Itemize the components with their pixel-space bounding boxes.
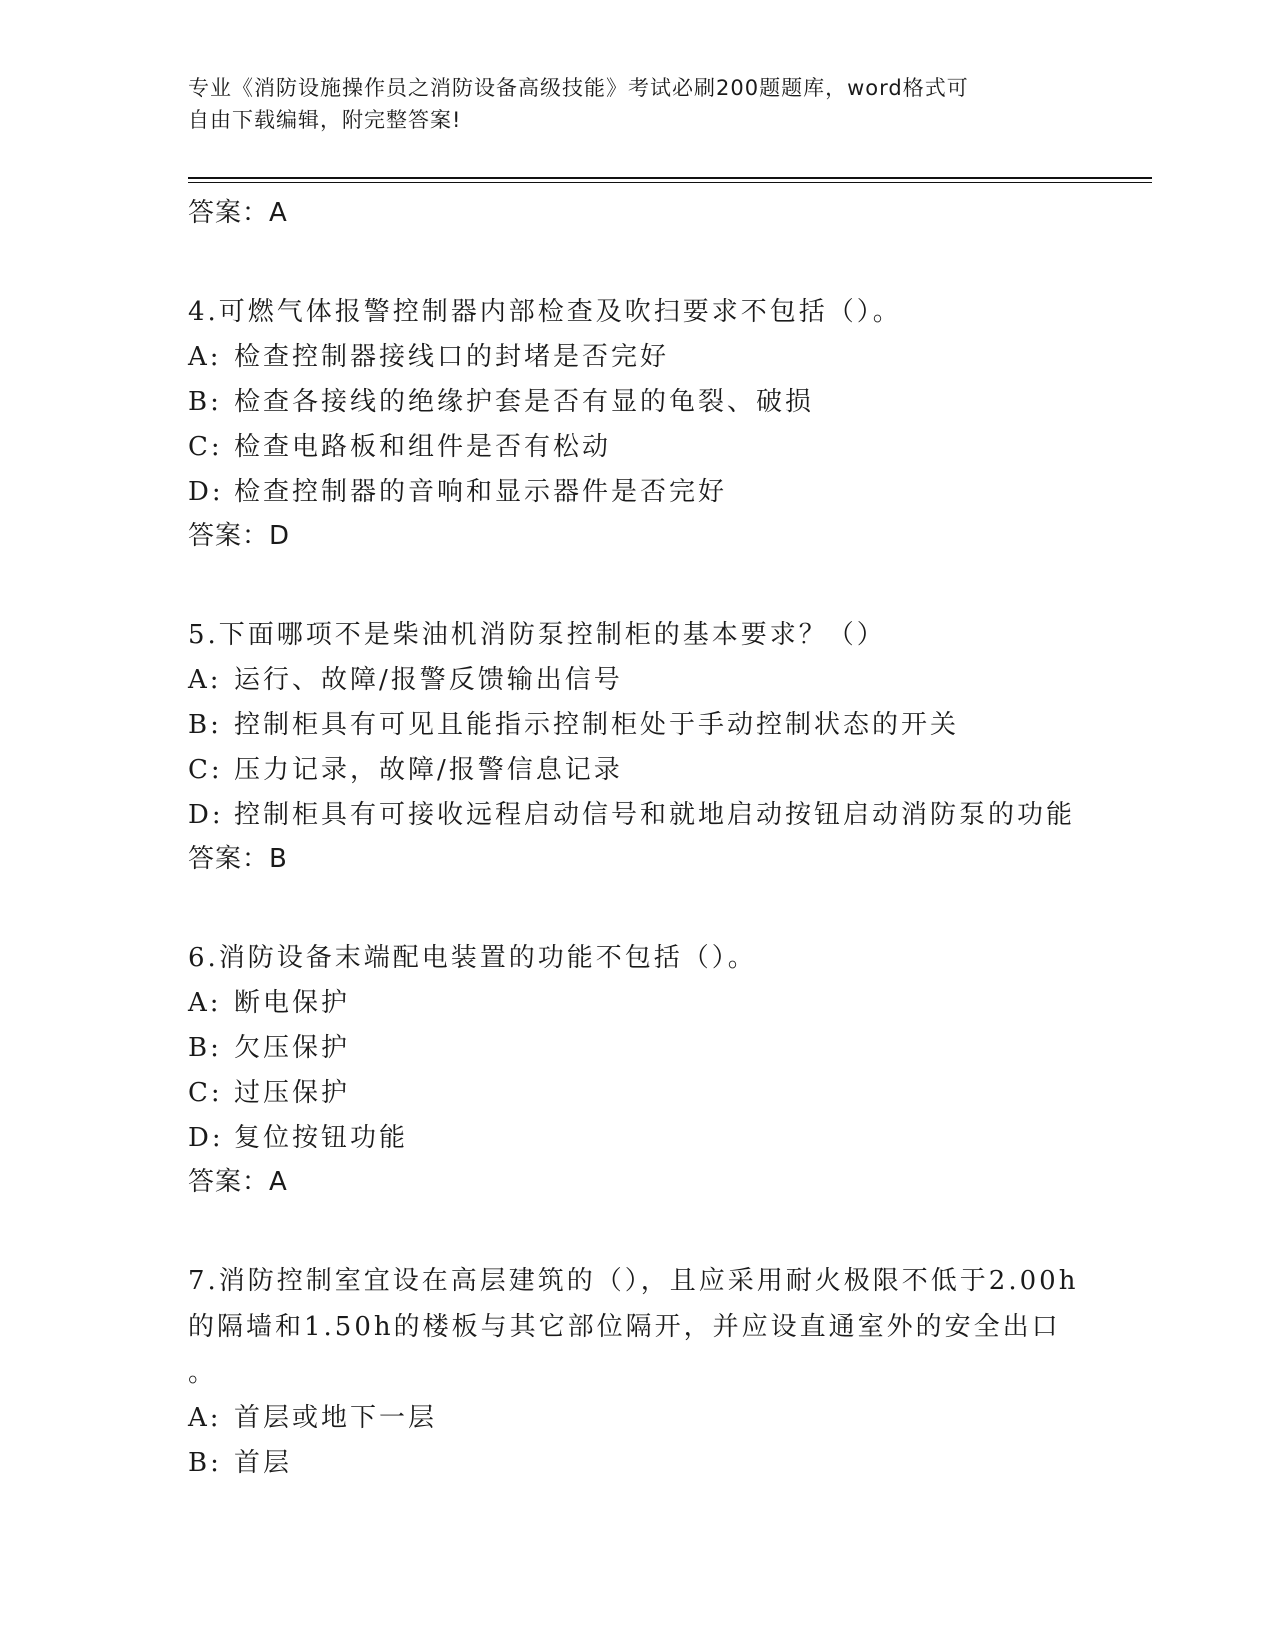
option-c: [188, 1071, 1138, 1116]
header-line-2: 自由下载编辑，附完整答案!: [188, 108, 462, 132]
option-key: C:: [188, 1078, 223, 1108]
option-key: B:: [188, 710, 222, 740]
answer-label: 答案：: [188, 198, 270, 228]
header-divider-thick: [188, 177, 1152, 179]
question-list: [188, 190, 1138, 1486]
option-c: [188, 425, 1138, 470]
answer-value: A: [269, 1167, 288, 1197]
question-stem-end: 。: [188, 1358, 218, 1388]
document-header: [188, 72, 1088, 136]
option-text: 检查控制器接线口的封堵是否完好: [234, 342, 670, 372]
option-d: [188, 793, 1138, 838]
option-text: 断电保护: [234, 988, 351, 1018]
option-key: A:: [188, 988, 222, 1018]
question-4: [188, 289, 1138, 557]
option-text: 复位按钮功能: [234, 1123, 409, 1153]
option-key: D:: [188, 800, 224, 830]
option-c: [188, 748, 1138, 793]
option-key: C:: [188, 755, 223, 785]
answer-line: [188, 838, 1138, 880]
option-key: B:: [188, 387, 222, 417]
option-key: D:: [188, 1123, 224, 1153]
option-b: [188, 380, 1138, 425]
question-stem: 6.消防设备末端配电装置的功能不包括（）。: [188, 943, 757, 973]
option-a: [188, 981, 1138, 1026]
option-text: 首层或地下一层: [234, 1403, 438, 1433]
question-stem: 4.可燃气体报警控制器内部检查及吹扫要求不包括（）。: [188, 297, 902, 327]
option-key: B:: [188, 1033, 222, 1063]
header-divider-thin: [188, 182, 1152, 183]
option-key: A:: [188, 665, 222, 695]
option-d: [188, 470, 1138, 515]
question-stem-continued: 的隔墙和1.50h的楼板与其它部位隔开，并应设直通室外的安全出口: [188, 1312, 1061, 1342]
option-text: 控制柜具有可见且能指示控制柜处于手动控制状态的开关: [234, 710, 960, 740]
answer-value: D: [269, 521, 291, 551]
option-b: [188, 1441, 1138, 1486]
option-text: 检查各接线的绝缘护套是否有显的龟裂、破损: [234, 387, 815, 417]
answer-label: 答案：: [188, 844, 270, 874]
answer-label: 答案：: [188, 1167, 270, 1197]
option-text: 检查电路板和组件是否有松动: [234, 432, 612, 462]
option-text: 控制柜具有可接收远程启动信号和就地启动按钮启动消防泵的功能: [234, 800, 1076, 830]
answer-value: A: [269, 198, 288, 228]
option-key: B:: [188, 1448, 222, 1478]
option-a: [188, 658, 1138, 703]
question-stem: 5.下面哪项不是柴油机消防泵控制柜的基本要求？（）: [188, 620, 886, 650]
answer-value: B: [269, 844, 288, 874]
answer-line: [188, 515, 1138, 557]
option-key: A:: [188, 1403, 222, 1433]
option-a: [188, 335, 1138, 380]
question-stem: 7.消防控制室宜设在高层建筑的（），且应采用耐火极限不低于2.00h: [188, 1266, 1079, 1296]
answer-line: [188, 192, 1138, 234]
option-b: [188, 703, 1138, 748]
question-5: [188, 612, 1138, 880]
question-7: [188, 1258, 1138, 1486]
header-line-1: 专业《消防设施操作员之消防设备高级技能》考试必刷200题题库，word格式可: [188, 76, 969, 100]
answer-line: [188, 1161, 1138, 1203]
option-d: [188, 1116, 1138, 1161]
option-key: D:: [188, 477, 224, 507]
option-key: C:: [188, 432, 223, 462]
option-text: 运行、故障/报警反馈输出信号: [234, 665, 623, 695]
question-6: [188, 935, 1138, 1203]
option-a: [188, 1396, 1138, 1441]
option-text: 压力记录，故障/报警信息记录: [234, 755, 623, 785]
option-text: 检查控制器的音响和显示器件是否完好: [234, 477, 728, 507]
option-text: 过压保护: [234, 1078, 351, 1108]
option-b: [188, 1026, 1138, 1071]
option-text: 欠压保护: [234, 1033, 351, 1063]
answer-label: 答案：: [188, 521, 270, 551]
option-key: A:: [188, 342, 222, 372]
option-text: 首层: [234, 1448, 293, 1478]
